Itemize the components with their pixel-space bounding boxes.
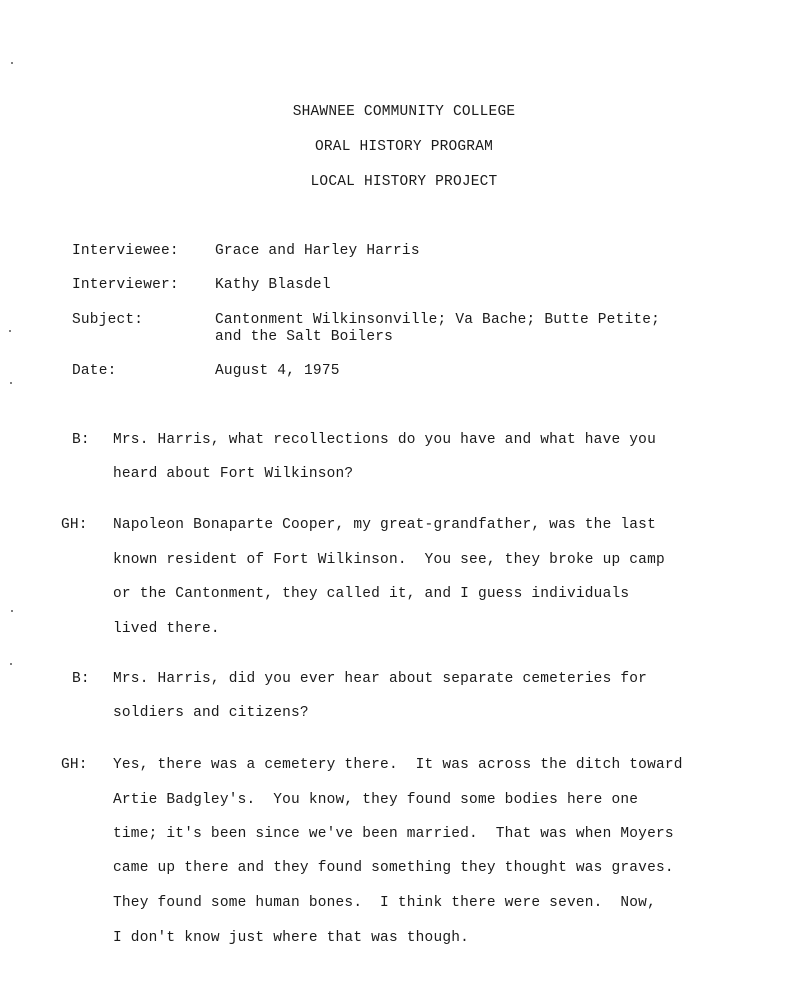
college-title: SHAWNEE COMMUNITY COLLEGE	[292, 104, 516, 120]
transcript-line: lived there.	[113, 621, 220, 637]
transcript-line: Napoleon Bonaparte Cooper, my great-grandfather, was the last	[113, 517, 656, 533]
transcript-line: They found some human bones. I think there were seven. Now,	[113, 895, 656, 911]
transcript-line: Mrs. Harris, did you ever hear about separate cemeteries for	[113, 671, 648, 687]
transcript-line: came up there and they found something they thought was graves.	[113, 860, 674, 876]
interviewee-value: Grace and Harley Harris	[215, 243, 420, 259]
transcript-line: time; it's been since we've been married. That was when Moyers	[113, 826, 674, 842]
date-label: Date:	[72, 363, 117, 379]
interviewee-label: Interviewee:	[72, 243, 179, 259]
transcript-line: soldiers and citizens?	[113, 705, 309, 721]
speaker-label: GH:	[61, 757, 88, 773]
transcript-line: Yes, there was a cemetery there. It was across the ditch toward	[113, 757, 683, 773]
scan-speck	[10, 382, 12, 384]
transcript-line: or the Cantonment, they called it, and I guess individuals	[113, 586, 630, 602]
transcript-line: Mrs. Harris, what recollections do you have and what have you	[113, 432, 656, 448]
scan-speck	[9, 330, 11, 332]
program-title: ORAL HISTORY PROGRAM	[314, 139, 494, 155]
scan-speck	[10, 663, 12, 665]
transcript-line: heard about Fort Wilkinson?	[113, 466, 354, 482]
speaker-label: B:	[72, 432, 90, 448]
subject-value-line1: Cantonment Wilkinsonville; Va Bache; Butte Petite;	[215, 312, 661, 328]
transcript-line: known resident of Fort Wilkinson. You see, they broke up camp	[113, 552, 665, 568]
speaker-label: GH:	[61, 517, 88, 533]
transcript-line: Artie Badgley's. You know, they found some bodies here one	[113, 792, 639, 808]
transcript-line: I don't know just where that was though.	[113, 930, 470, 946]
interviewer-label: Interviewer:	[72, 277, 179, 293]
interviewer-value: Kathy Blasdel	[215, 277, 331, 293]
subject-label: Subject:	[72, 312, 144, 328]
scan-speck	[11, 610, 13, 612]
subject-value-line2: and the Salt Boilers	[215, 329, 394, 345]
date-value: August 4, 1975	[215, 363, 340, 379]
scan-speck	[11, 62, 13, 64]
project-title: LOCAL HISTORY PROJECT	[310, 174, 498, 190]
speaker-label: B:	[72, 671, 90, 687]
